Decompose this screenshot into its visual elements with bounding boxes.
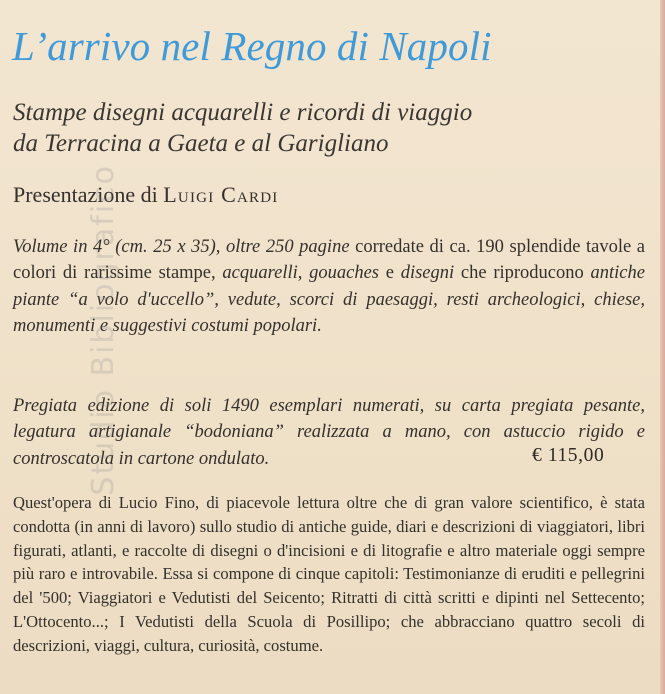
subtitle-line-2: da Terracina a Gaeta e al Garigliano xyxy=(13,130,389,157)
description-text-b: e xyxy=(379,263,401,284)
price-label: € 115,00 xyxy=(532,445,605,466)
description-format: Volume in 4° (cm. 25 x 35), oltre 250 pagine xyxy=(13,237,350,257)
description-media: acquarelli, gouaches xyxy=(222,263,379,284)
presentation-credit xyxy=(13,182,278,208)
description-text-a: corredate di ca. 190 splendide tavole a colori di rarissime stampe, xyxy=(13,237,645,284)
presentation-author: Luigi Cardi xyxy=(163,182,279,207)
presentation-prefix: Presentazione di xyxy=(13,182,164,207)
subtitle-line-1: Stampe disegni acquarelli e ricordi di viaggio xyxy=(13,99,473,126)
book-description-body: Quest'opera di Lucio Fino, di piacevole lettura oltre che di gran valore scientifico, è stata condotta (in anni di lavoro) sullo studio di antiche guide, diari e descrizioni di viaggiatori, libri figurati, atlanti, e raccolte di disegni o d'incisioni e di litografie e altro materiale oggi sempre più raro e introvabile. Essa si compone di cinque capitoli: Testimonianze di eruditi e pellegrini del '500; Viaggiatori e Vedutisti del Seicento; Ritratti di città scritti e dipinti nel Settecento; L'Ottocento...; I Vedutisti della Scuola di Posillipo; che abbracciano quattro secoli di descrizioni, viaggi, cultura, curiosità, costume. xyxy=(13,493,645,655)
description-drawings: disegni xyxy=(400,263,455,284)
book-subtitle xyxy=(13,97,653,159)
description-text-c: che riproducono xyxy=(454,263,591,284)
edition-details: Pregiata edizione di soli 1490 esemplari numerati, su carta pregiata pesante, legatura artigianale “bodoniana” realizzata a mano, con astuccio rigido e controscatola in cartone ondulato. xyxy=(13,396,645,469)
page-edge xyxy=(660,0,665,694)
description-subjects: antiche piante “a volo d'uccello”, vedute, scorci di paesaggi, resti archeologici, chiese, monumenti e suggestivi costumi popolari. xyxy=(13,263,645,337)
book-title: L’arrivo nel Regno di Napoli xyxy=(12,23,492,69)
watermark-text: Studio Bibliografico xyxy=(86,164,121,496)
